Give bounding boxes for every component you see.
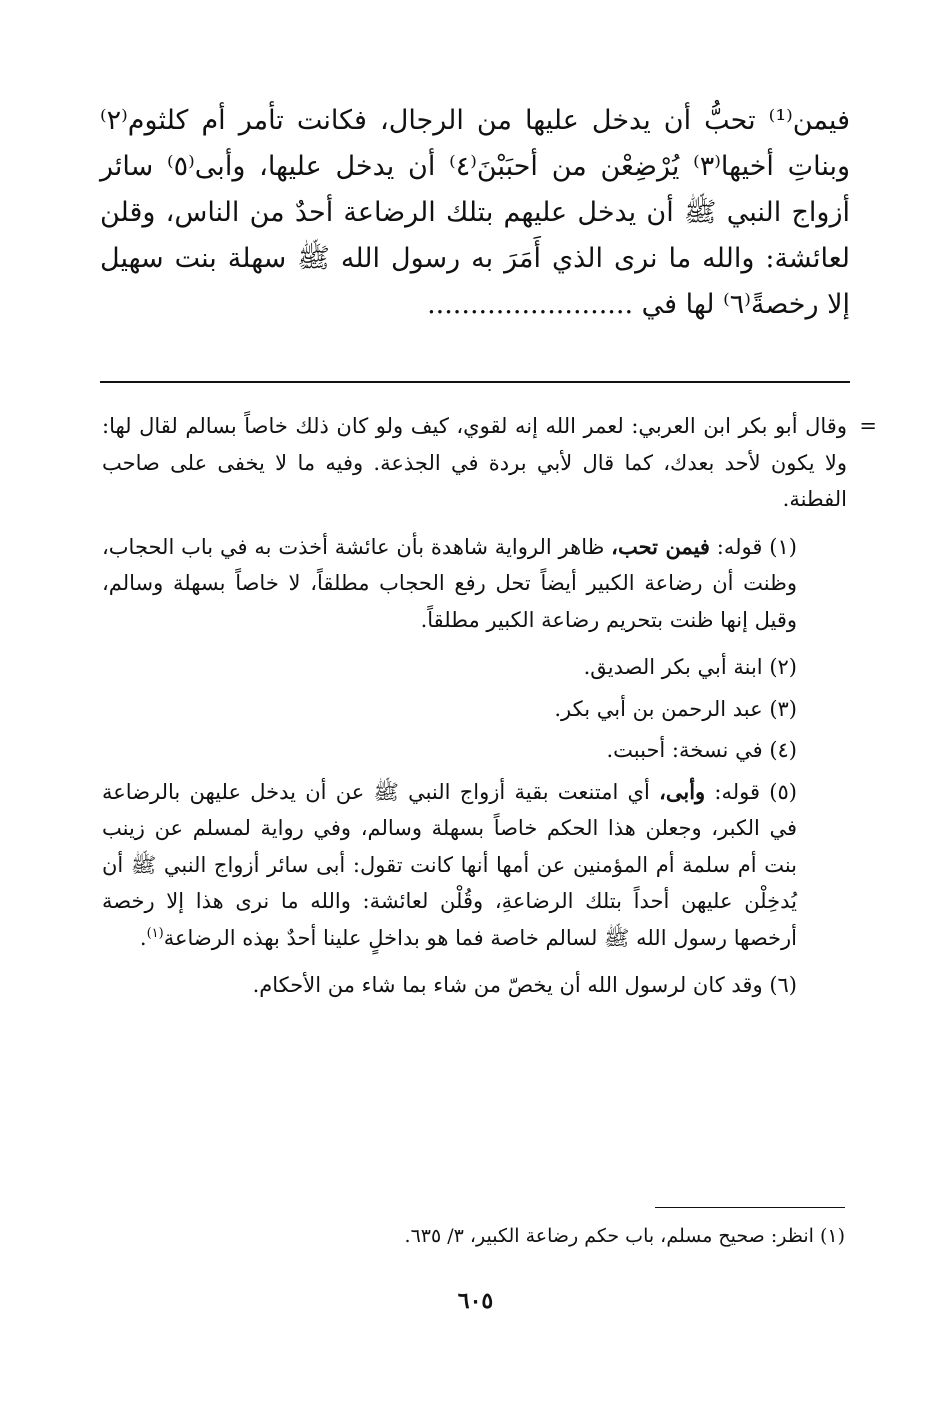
footnote-number: (٦) — [769, 973, 797, 997]
footnote-separator — [100, 381, 850, 383]
footnote-continuation-text: وقال أبو بكر ابن العربي: لعمر الله إنه لقوي، كيف ولو كان ذلك خاصاً بسالم لقال لها: ولا يكون لأحد بعدك، كما قال لأبي بردة في الجذعة. وفيه ما لا يخفى على صاحب الفطنة. — [102, 414, 847, 511]
footnote-3 — [102, 691, 847, 728]
footnote-4 — [102, 732, 847, 769]
footnote-text: في نسخة: أحببت. — [606, 738, 763, 762]
main-paragraph — [100, 98, 850, 328]
footnote-continuation — [102, 408, 877, 518]
continuation-mark: = — [859, 414, 877, 438]
subfootnote-text: انظر: صحيح مسلم، باب حكم رضاعة الكبير، ٣/ ٦٣٥. — [404, 1225, 814, 1247]
subfootnote — [300, 1220, 845, 1252]
footnote-text: ظاهر الرواية شاهدة بأن عائشة أخذت به في باب الحجاب، وظنت أن رضاعة الكبير أيضاً تحل رفع الحجاب مطلقاً، لا خاصاً بسهلة وسالم، وقيل إنها ظنت بتحريم رضاعة الكبير مطلقاً. — [102, 534, 797, 632]
footnote-number: (٤) — [769, 738, 797, 762]
footnote-lead: قوله: — [714, 779, 761, 804]
continuation-dots: ........................ — [427, 289, 634, 320]
footnote-6 — [102, 967, 847, 1004]
footnote-1 — [102, 529, 847, 639]
footnote-number: (٢) — [769, 655, 797, 679]
footnote-number: (١) — [769, 534, 797, 559]
footnote-keyword: فيمن تحب، — [611, 533, 710, 559]
main-text — [100, 98, 850, 328]
footnote-end: . — [139, 925, 147, 950]
footnotes — [102, 408, 877, 1009]
footnote-text: ابنة أبي بكر الصديق. — [583, 655, 763, 679]
footnote-text: وقد كان لرسول الله أن يخصّ من شاء بما شاء من الأحكام. — [252, 973, 763, 997]
footnote-lead: قوله: — [716, 534, 763, 559]
main-paragraph-text: فيمن⁽¹⁾ تحبُّ أن يدخل عليها من الرجال، فكانت تأمر أم كلثوم⁽٢⁾ وبناتِ أخيها⁽٣⁾ يُرْضِعْن من أحبَبْنَ⁽٤⁾ أن يدخل عليها، وأبى⁽٥⁾ سائر أزواج النبي ﷺ أن يدخل عليهم بتلك الرضاعة أحدٌ من الناس، وقلن لعائشة: والله ما نرى الذي أَمَرَ به رسول الله ﷺ سهلة بنت سهيل إلا رخصةً⁽٦⁾ لها في — [100, 105, 851, 320]
subfootnote-number: (١) — [819, 1225, 845, 1247]
footnote-5 — [102, 774, 847, 957]
footnote-number: (٣) — [769, 696, 797, 721]
footnote-keyword: وأبى، — [659, 778, 706, 804]
footnote-number: (٥) — [769, 779, 797, 804]
subfootnote-separator — [655, 1207, 845, 1208]
footnote-2 — [102, 649, 847, 686]
page-number: ٦٠٥ — [457, 1288, 494, 1314]
footnote-text: أي امتنعت بقية أزواج النبي ﷺ عن أن يدخل عليهن بالرضاعة في الكبر، وجعلن هذا الحكم خاصاً بسهلة وسالم، وفي رواية لمسلم عن زينب بنت أم سلمة أم المؤمنين عن أمها أنها كانت تقول: أبى سائر أزواج النبي ﷺ أن يُدخِلْن عليهن أحداً بتلك الرضاعةِ، وقُلْن لعائشة: والله ما نرى هذا إلا رخصة أرخصها رسول الله ﷺ لسالم خاصة فما هو بداخلٍ علينا أحدٌ بهذه الرضاعة — [102, 779, 797, 950]
footnote-reference: (١) — [146, 925, 164, 941]
footnote-text: عبد الرحمن بن أبي بكر. — [554, 696, 763, 721]
